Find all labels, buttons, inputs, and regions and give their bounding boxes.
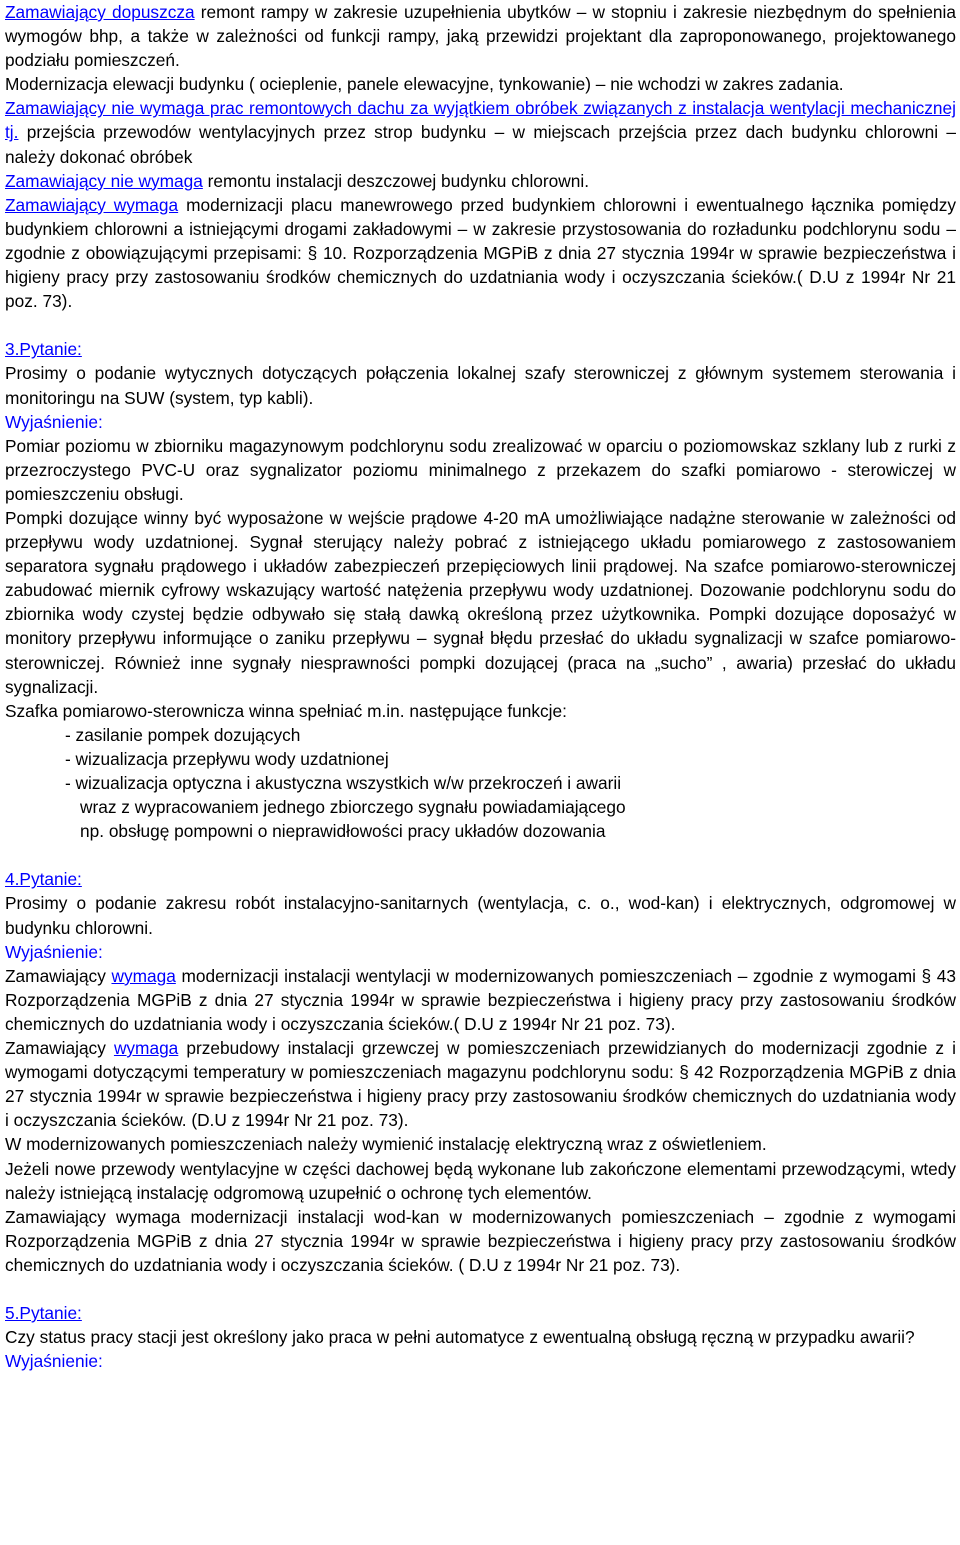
paragraph-text: przejścia przewodów wentylacyjnych przez strop budynku – w miejscach przejścia przez dach budynku chlorowni – należy dokonać obróbek: [5, 122, 956, 167]
label-text: Wyjaśnienie:: [5, 1351, 103, 1372]
highlight-text: Zamawiający nie wymaga prac remontowych dachu za wyjątkiem obróbek związanych z instalacja wentylacji mechanicznej tj.: [5, 98, 956, 143]
highlight-text: Zamawiający dopuszcza: [5, 2, 195, 22]
paragraph-text: przebudowy instalacji grzewczej w pomieszczeniach przewidzianych do modernizacji zgodnie z i wymogami dotyczącymi temperatury w pomieszczeniach magazynu podchlorynu sodu: § 42 Rozporządzenia MGPiB z dnia 27 stycznia 1994r w sprawie bezpieczeństwa i higieny pracy przy zastosowaniu środków chemicznych do uzdatniania wody i oczyszczania ścieków. (D.U z 1994r Nr 21 poz. 73).: [5, 1038, 956, 1131]
highlight-text: Zamawiający wymaga: [5, 194, 179, 215]
question-5-heading: [5, 1301, 956, 1325]
highlight-text: Zamawiający nie wymaga: [5, 170, 203, 191]
highlight-text: wymaga: [111, 965, 176, 986]
heading-text: 3.Pytanie:: [5, 339, 82, 360]
label-text: Wyjaśnienie:: [5, 941, 103, 962]
answer-4-wodkan: Zamawiający wymaga modernizacji instalacji wod-kan w modernizowanych pomieszczeniach – zgodnie z wymogami Rozporządzenia MGPiB z dnia 27 stycznia 1994r w sprawie bezpieczeństwa i higieny pracy przy zastosowaniu środków chemicznych do uzdatniania wody i oczyszczania ścieków. ( D.U z 1994r Nr 21 poz. 73).: [5, 1206, 956, 1275]
paragraph-dach: [5, 96, 956, 168]
question-3-heading: [5, 337, 956, 361]
explanation-label: [5, 1349, 956, 1373]
paragraph-text: remontu instalacji deszczowej budynku chlorowni.: [202, 170, 589, 191]
spacer: [5, 1277, 956, 1301]
answer-4-elektryczna: W modernizowanych pomieszczeniach należy wymienić instalację elektryczną wraz z oświetleniem.: [5, 1134, 767, 1155]
answer-4-grzewcza: [5, 1036, 956, 1132]
highlight-text: wymaga: [113, 1038, 179, 1059]
answer-3-pompki: Pompki dozujące winny być wyposażone w wejście prądowe 4-20 mA umożliwiające nadążne sterowanie w zależności od przepływu wody uzdatnionej. Sygnał sterujący należy pobrać z istniejącego układu pomiarowego z zastosowaniem separatora sygnału prądowego i układów zabezpieczeń przepięciowych linii prądowej. Na szafce pomiarowo-sterowniczej zabudować miernik cyfrowy wskazujący wartość natężenia przepływu wody uzdatnionej. Dozowanie podchlorynu sodu do zbiornika wody czystej będzie odbywało się stałą dawką określoną przez użytkownika. Pompki dozujące doposażyć w monitory przepływu informujące o zaniku przepływu – sygnał błędu przesłać do układu sygnalizacji w szafce pomiarowo-sterowniczej. Również inne sygnały niesprawności pompki dozującej (praca na „sucho” , awaria) przesłać do układu sygnalizacji.: [5, 507, 956, 697]
paragraph-text: Zamawiający: [5, 965, 112, 986]
heading-text: 4.Pytanie:: [5, 869, 82, 890]
answer-4-wentylacja: [5, 964, 956, 1036]
paragraph-plac: [5, 193, 956, 313]
answer-3-pomiar: Pomiar poziomu w zbiorniku magazynowym podchlorynu sodu zrealizować w oparciu o poziomowskaz szklany lub z rurki z przezroczystego PVC-U oraz sygnalizator poziomu minimalnego z przekazem do szafki pomiarowo - sterowiczej w pomieszczeniu obsługi.: [5, 435, 956, 504]
explanation-label: [5, 410, 956, 434]
paragraph-deszczowa: [5, 169, 956, 193]
list-item-continuation: wraz z wypracowaniem jednego zbiorczego sygnału powiadamiającego: [80, 797, 626, 818]
list-item: - zasilanie pompek dozujących: [65, 724, 301, 745]
explanation-label: [5, 940, 956, 964]
question-4-heading: [5, 867, 956, 891]
paragraph-text: remont rampy w zakresie uzupełnienia ubytków – w stopniu i zakresie niezbędnym do spełnienia wymogów bhp, a także w zależności od funkcji rampy, jaką przewidzi projektant dla zaproponowanego, projektowanego podziału pomieszczeń.: [5, 2, 956, 71]
paragraph-text: Zamawiający: [5, 1038, 114, 1059]
answer-4-odgromowa: Jeżeli nowe przewody wentylacyjne w części dachowej będą wykonane lub zakończone elementami przewodzącymi, wtedy należy istniejącą instalację odgromową uzupełnić o ochronę tych elementów.: [5, 1158, 956, 1203]
paragraph-rampa: [5, 0, 956, 72]
heading-text: 5.Pytanie:: [5, 1303, 82, 1324]
list-item: - wizualizacja optyczna i akustyczna wszystkich w/w przekroczeń i awarii: [65, 773, 622, 793]
spacer: [5, 843, 956, 867]
label-text: Wyjaśnienie:: [5, 411, 103, 432]
list-item: - wizualizacja przepływu wody uzdatnionej: [65, 748, 389, 769]
answer-3-szafka: Szafka pomiarowo-sterownicza winna spełniać m.in. następujące funkcje:: [5, 700, 567, 721]
paragraph-text: modernizacji instalacji wentylacji w modernizowanych pomieszczeniach – zgodnie z wymogami § 43 Rozporządzenia MGPiB z dnia 27 stycznia 1994r w sprawie bezpieczeństwa i higieny pracy przy zastosowaniu środków chemicznych do uzdatniania wody i oczyszczania ścieków.( D.U z 1994r Nr 21 poz. 73).: [5, 965, 957, 1034]
paragraph-elewacja: Modernizacja elewacji budynku ( ocieplenie, panele elewacyjne, tynkowanie) – nie wchodzi w zakres zadania.: [5, 74, 844, 95]
list-item-continuation: np. obsługę pompowni o nieprawidłowości pracy układów dozowania: [80, 821, 606, 842]
question-5-text: Czy status pracy stacji jest określony jako praca w pełni automatyce z ewentualną obsługą ręczną w przypadku awarii?: [5, 1327, 915, 1348]
question-3-text: Prosimy o podanie wytycznych dotyczących połączenia lokalnej szafy sterowniczej z głównym systemem sterowania i monitoringu na SUW (system, typ kabli).: [5, 363, 956, 408]
question-4-text: Prosimy o podanie zakresu robót instalacyjno-sanitarnych (wentylacja, c. o., wod-kan) i elektrycznych, odgromowej w budynku chlorowni.: [5, 893, 956, 938]
spacer: [5, 313, 956, 337]
paragraph-text: modernizacji placu manewrowego przed budynkiem chlorowni i ewentualnego łącznika pomiędzy budynkiem chlorowni a istniejącymi drogami zakładowymi – w zakresie przystosowania do rozładunku podchlorynu sodu – zgodnie z obowiązującymi przepisami: § 10. Rozporządzenia MGPiB z dnia 27 stycznia 1994r w sprawie bezpieczeństwa i higieny pracy przy zastosowaniu środków chemicznych do uzdatniania wody i oczyszczania ścieków.( D.U z 1994r Nr 21 poz. 73).: [5, 194, 956, 312]
